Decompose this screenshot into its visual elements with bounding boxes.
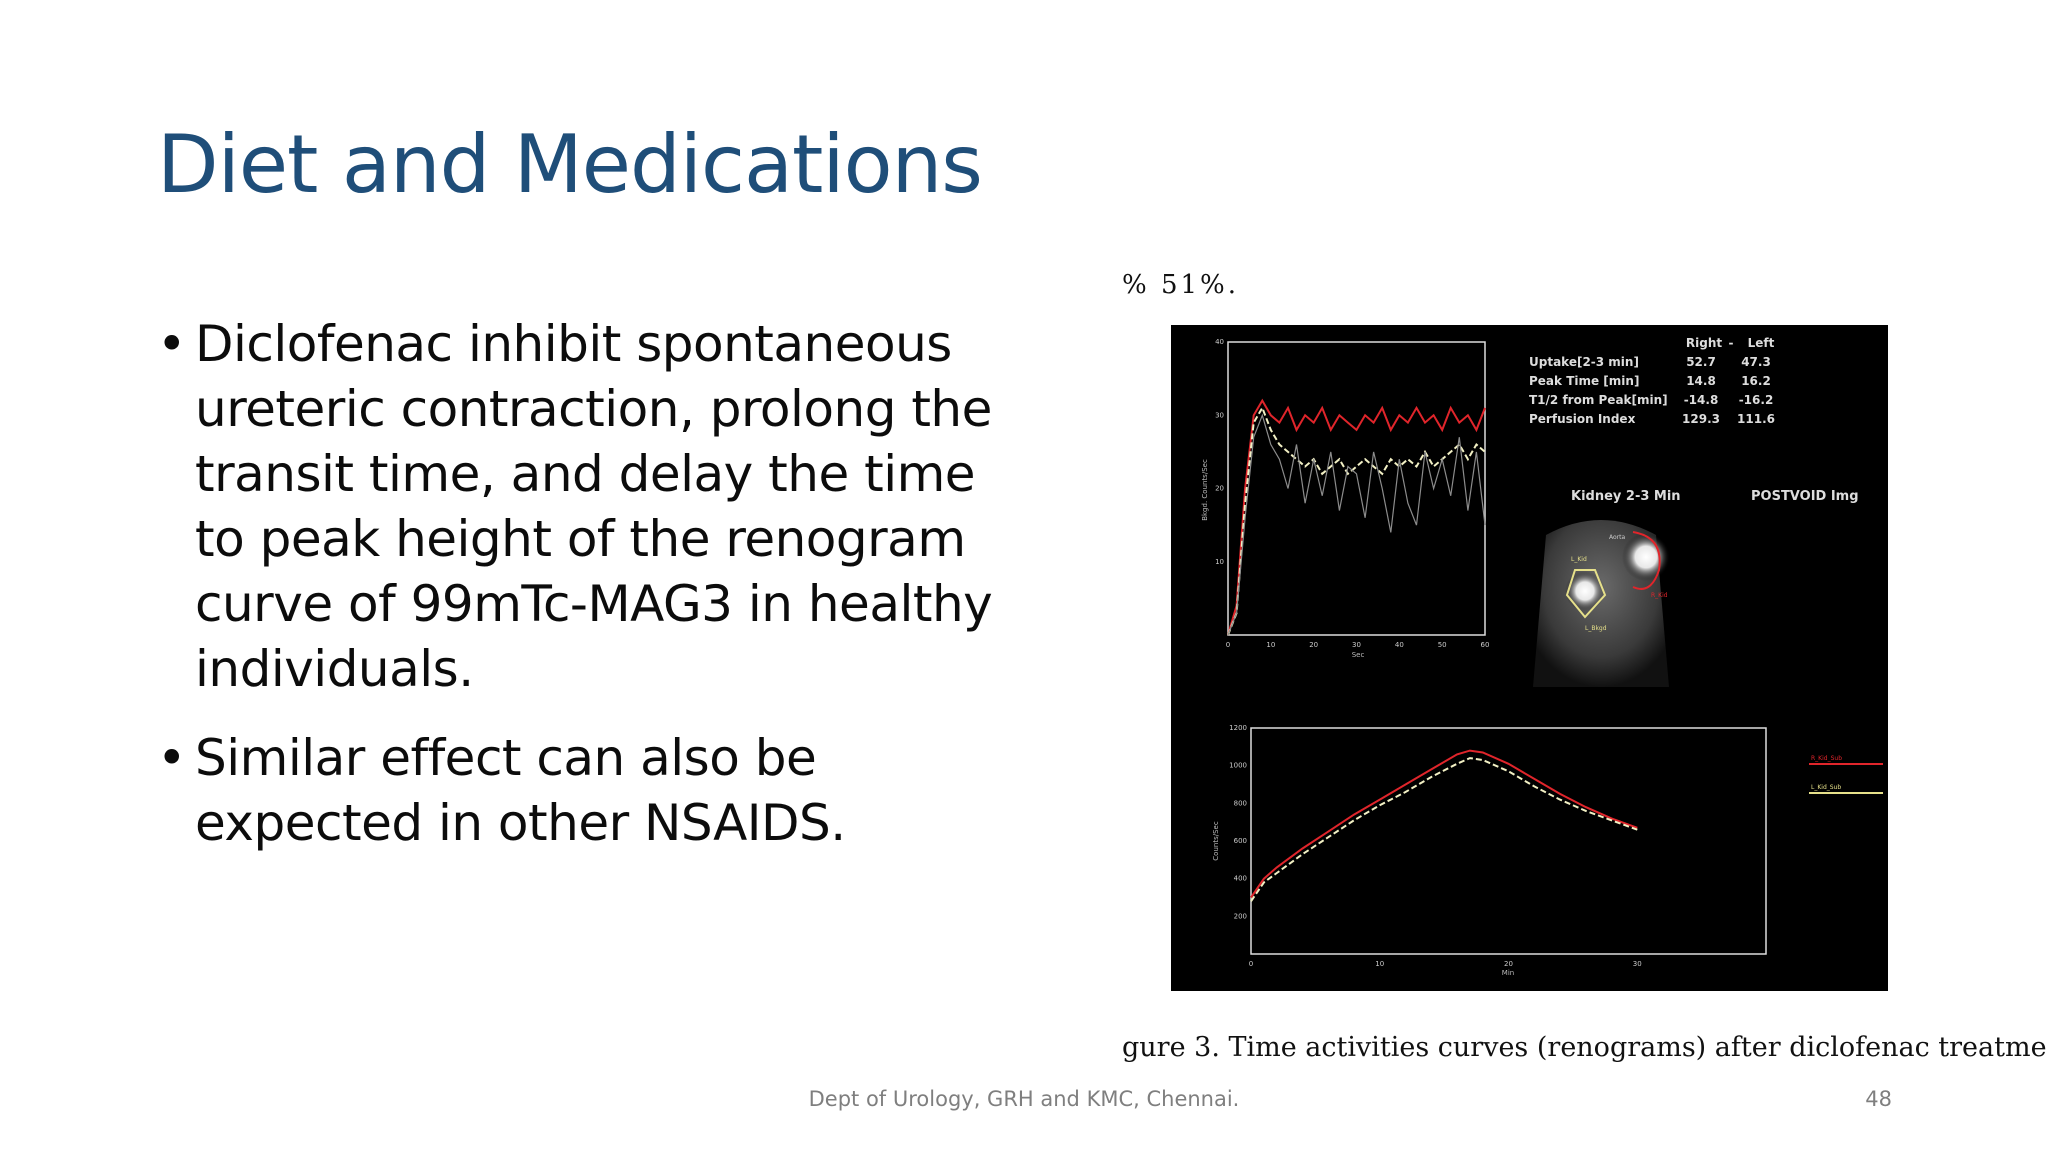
roi-right-label: R_Kid — [1651, 592, 1668, 599]
stats-row-label: Perfusion Index — [1529, 412, 1636, 426]
chart1-y-tick-label: 30 — [1215, 411, 1224, 420]
kidney-scan-image — [1533, 520, 1670, 687]
renogram-image — [1171, 325, 1888, 991]
chart1-x-tick-label: 50 — [1437, 641, 1447, 649]
chart1-y-tick-label: 40 — [1215, 338, 1224, 346]
stats-row-right: 129.3 — [1682, 412, 1720, 426]
postvoid-label: POSTVOID Img — [1751, 489, 1859, 504]
footer-text: Dept of Urology, GRH and KMC, Chennai. — [808, 1087, 1240, 1111]
bullet-text: Similar effect can also be expected in other NSAIDS. — [195, 729, 846, 852]
chart1-x-tick-label: 10 — [1266, 641, 1276, 649]
chart1-ylabel: Bkgd. Counts/Sec — [1201, 459, 1209, 521]
chart2-y-tick-label: 800 — [1233, 799, 1247, 808]
chart1-x-tick-label: 20 — [1309, 641, 1319, 649]
bullet-item — [157, 312, 1017, 702]
chart2-x-tick-label: 10 — [1375, 960, 1385, 968]
renogram-svg — [1171, 325, 1888, 991]
chart1-x-tick-label: 60 — [1480, 641, 1490, 649]
page-number: 48 — [1865, 1087, 1892, 1111]
stats-row-label: T1/2 from Peak[min] — [1529, 393, 1668, 407]
chart1-y-tick-label: 10 — [1215, 557, 1224, 566]
chart2-y-tick-label: 200 — [1233, 912, 1247, 921]
figure-panel — [1110, 270, 2047, 1070]
chart2-y-tick-label: 400 — [1233, 874, 1247, 883]
stats-row-left: -16.2 — [1738, 393, 1774, 407]
chart2-y-tick-label: 1000 — [1229, 761, 1247, 770]
chart2-x-tick-label: 30 — [1632, 960, 1642, 968]
stats-row-left: 111.6 — [1737, 412, 1775, 426]
legend-right-label: R_Kid_Sub — [1811, 755, 1842, 762]
chart1-x-tick-label: 30 — [1352, 641, 1361, 649]
stats-row-label: Peak Time [min] — [1529, 374, 1640, 388]
chart1-xlabel: Sec — [1351, 651, 1365, 659]
legend-left-label: L_Kid_Sub — [1811, 784, 1842, 791]
chart1-x-tick-label: 40 — [1394, 641, 1404, 649]
stats-row-right: -14.8 — [1683, 393, 1719, 407]
stats-row-right: 52.7 — [1686, 355, 1716, 369]
chart1-x-tick-label: 0 — [1225, 641, 1231, 649]
stats-header-right: Right — [1685, 336, 1723, 350]
bullet-dot-icon: • — [157, 315, 186, 373]
figure-caption: gure 3. Time activities curves (renograms) after diclofenac treatme — [1122, 1032, 2047, 1063]
stats-row-right: 14.8 — [1686, 374, 1716, 388]
bullet-text: Diclofenac inhibit spontaneous ureteric contraction, prolong the transit time, and delay the time to peak height of the renogram curve of 99mTc-MAG3 in healthy individuals. — [195, 315, 993, 698]
roi-bkgd-label: L_Bkgd — [1585, 625, 1607, 632]
chart2-x-tick-label: 20 — [1504, 960, 1513, 968]
roi-left-label: L_Kid — [1571, 556, 1587, 563]
stats-header-left: Left — [1747, 336, 1775, 350]
chart2-xlabel: Min — [1501, 969, 1515, 977]
chart1-y-tick-label: 20 — [1215, 484, 1224, 493]
bullet-dot-icon: • — [157, 729, 186, 787]
chart2-y-tick-label: 1200 — [1229, 724, 1247, 732]
stats-row-label: Uptake[2-3 min] — [1529, 355, 1639, 369]
slide-title: Diet and Medications — [157, 118, 982, 211]
bullet-list — [157, 312, 1017, 880]
chart2-ylabel: Counts/Sec — [1212, 821, 1220, 861]
bullet-item — [157, 726, 1017, 856]
kidney-scan-label: Kidney 2-3 Min — [1571, 489, 1681, 504]
figure-clipped-text: % 51%. — [1122, 270, 1240, 300]
stats-row-left: 47.3 — [1741, 355, 1771, 369]
stats-header-sep: - — [1728, 336, 1734, 350]
stats-row-left: 16.2 — [1741, 374, 1771, 388]
chart2-x-tick-label: 0 — [1248, 960, 1254, 968]
chart2-y-tick-label: 600 — [1233, 837, 1247, 845]
roi-aorta-label: Aorta — [1609, 534, 1626, 541]
